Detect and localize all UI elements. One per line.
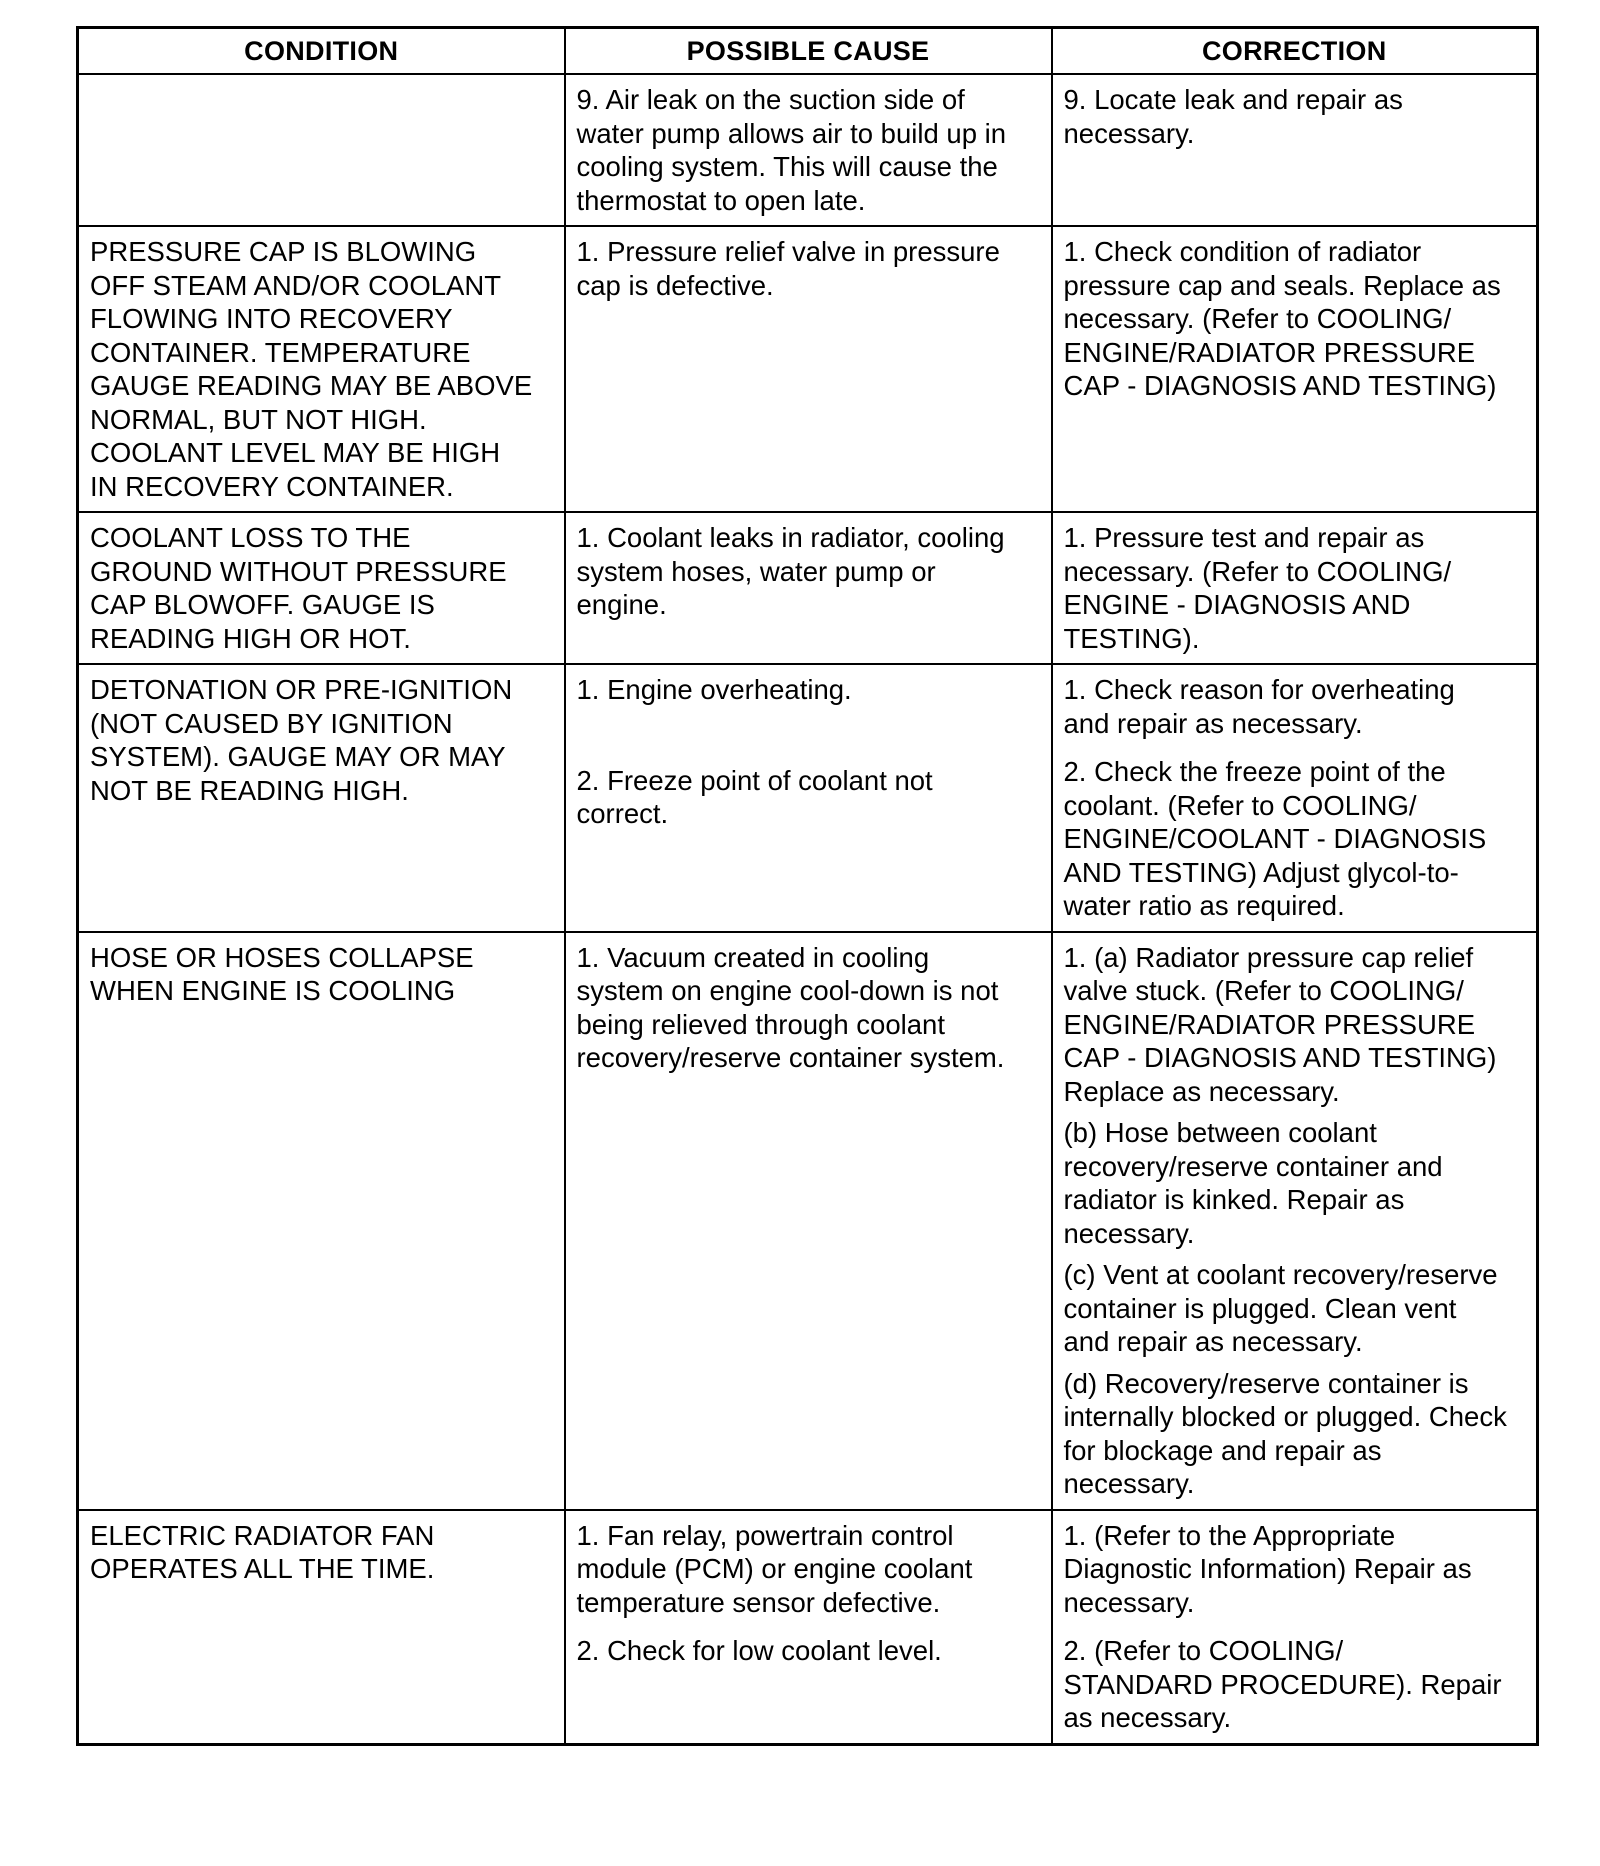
correction-text: (c) Vent at coolant recovery/reserve container is plugged. Clean vent and repair as necessary. bbox=[1063, 1259, 1498, 1357]
correction-text: (d) Recovery/reserve container is internally blocked or plugged. Check for blockage and repair as necessary. bbox=[1063, 1367, 1507, 1499]
cause-text: 2. Check for low coolant level. bbox=[576, 1635, 942, 1666]
correction-cell bbox=[1052, 226, 1538, 512]
condition-cell bbox=[78, 74, 565, 226]
correction-cell bbox=[1052, 512, 1538, 664]
diagnosis-table bbox=[76, 26, 1539, 1746]
cause-text: 1. Vacuum created in cooling system on engine cool-down is not being relieved through coolant recovery/reserve container system. bbox=[576, 941, 1005, 1073]
condition-cell bbox=[78, 1510, 565, 1745]
condition-text: PRESSURE CAP IS BLOWING OFF STEAM AND/OR COOLANT FLOWING INTO RECOVERY CONTAINER. TEMPERATURE GAUGE READING MAY BE ABOVE NORMAL, BUT NOT HIGH. COOLANT LEVEL MAY BE HIGH IN RECOVERY CONTAINER. bbox=[90, 236, 533, 502]
header-possible-cause: POSSIBLE CAUSE bbox=[565, 28, 1052, 75]
correction-text: 2. Check the freeze point of the coolant. (Refer to COOLING/ ENGINE/COOLANT - DIAGNOSIS AND TESTING) Adjust glycol-to- water ratio as required. bbox=[1063, 756, 1487, 921]
condition-cell bbox=[78, 664, 565, 932]
condition-cell bbox=[78, 932, 565, 1510]
correction-cell bbox=[1052, 664, 1538, 932]
correction-text: 1. Pressure test and repair as necessary. (Refer to COOLING/ ENGINE - DIAGNOSIS AND TESTING). bbox=[1063, 522, 1452, 654]
header-condition: CONDITION bbox=[78, 28, 565, 75]
table-row bbox=[78, 1510, 1538, 1745]
correction-cell bbox=[1052, 1510, 1538, 1745]
condition-cell bbox=[78, 512, 565, 664]
correction-text: 9. Locate leak and repair as necessary. bbox=[1063, 84, 1403, 149]
table-row bbox=[78, 664, 1538, 932]
cause-cell bbox=[565, 932, 1052, 1510]
cause-text: 9. Air leak on the suction side of water pump allows air to build up in cooling system. This will cause the thermostat to open late. bbox=[576, 84, 1007, 216]
correction-text: 1. Check reason for overheating and repair as necessary. bbox=[1063, 674, 1455, 739]
correction-text: 1. (Refer to the Appropriate Diagnostic Information) Repair as necessary. bbox=[1063, 1519, 1472, 1618]
table-row bbox=[78, 932, 1538, 1510]
correction-text: 1. Check condition of radiator pressure cap and seals. Replace as necessary. (Refer to COOLING/ ENGINE/RADIATOR PRESSURE CAP - DIAGNOSIS AND TESTING) bbox=[1063, 236, 1501, 401]
table-row bbox=[78, 512, 1538, 664]
condition-text: DETONATION OR PRE-IGNITION (NOT CAUSED BY IGNITION SYSTEM). GAUGE MAY OR MAY NOT BE READING HIGH. bbox=[90, 674, 513, 806]
correction-cell bbox=[1052, 932, 1538, 1510]
header-correction: CORRECTION bbox=[1052, 28, 1538, 75]
table-row bbox=[78, 74, 1538, 226]
cause-text: 1. Coolant leaks in radiator, cooling system hoses, water pump or engine. bbox=[576, 522, 1005, 620]
correction-text: 1. (a) Radiator pressure cap relief valve stuck. (Refer to COOLING/ ENGINE/RADIATOR PRESSURE CAP - DIAGNOSIS AND TESTING) Replace as necessary. bbox=[1063, 941, 1497, 1107]
correction-cell bbox=[1052, 74, 1538, 226]
correction-text: (b) Hose between coolant recovery/reserve container and radiator is kinked. Repair as necessary. bbox=[1063, 1117, 1443, 1249]
cause-cell bbox=[565, 226, 1052, 512]
cause-text: 2. Freeze point of coolant not correct. bbox=[576, 764, 933, 829]
condition-cell bbox=[78, 226, 565, 512]
correction-text: 2. (Refer to COOLING/ STANDARD PROCEDURE). Repair as necessary. bbox=[1063, 1635, 1502, 1733]
cause-cell bbox=[565, 74, 1052, 226]
cause-cell bbox=[565, 1510, 1052, 1745]
cause-cell bbox=[565, 664, 1052, 932]
table-row bbox=[78, 226, 1538, 512]
cause-cell bbox=[565, 512, 1052, 664]
cause-text: 1. Pressure relief valve in pressure cap is defective. bbox=[576, 236, 1000, 301]
cause-text: 1. Engine overheating. bbox=[576, 674, 852, 705]
condition-text: HOSE OR HOSES COLLAPSE WHEN ENGINE IS COOLING bbox=[90, 941, 474, 1006]
cause-text: 1. Fan relay, powertrain control module (PCM) or engine coolant temperature sensor defective. bbox=[576, 1519, 973, 1618]
condition-text: COOLANT LOSS TO THE GROUND WITHOUT PRESSURE CAP BLOWOFF. GAUGE IS READING HIGH OR HOT. bbox=[90, 522, 507, 654]
condition-text: ELECTRIC RADIATOR FAN OPERATES ALL THE TIME. bbox=[90, 1519, 435, 1584]
table-header-row bbox=[78, 28, 1538, 75]
